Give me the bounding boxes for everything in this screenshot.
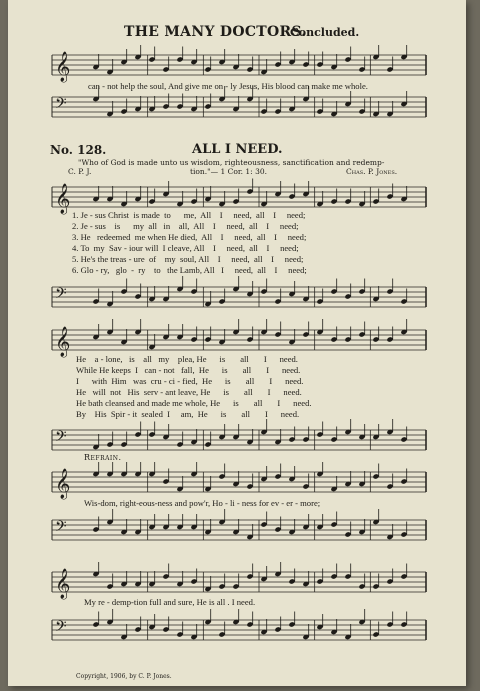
verse-line: While He keeps I can - not fall, He is all I need. bbox=[76, 365, 301, 375]
hymnal-page bbox=[8, 0, 466, 686]
author-initials: C. P. J. bbox=[68, 167, 92, 176]
verse-lyrics-first-half bbox=[72, 210, 432, 276]
composer: Chas. P. Jones. bbox=[346, 167, 398, 176]
verse-lyrics-second-half bbox=[76, 354, 436, 420]
svg-text:𝄢: 𝄢 bbox=[55, 95, 67, 116]
music-system-1 bbox=[8, 45, 466, 145]
verse-line: 1. Je - sus Christ is made to me, All I need, all I need; bbox=[72, 210, 306, 220]
svg-text:𝄢: 𝄢 bbox=[55, 428, 67, 449]
verse-line: I with Him was cru - ci - fied, He is all I need. bbox=[76, 376, 304, 386]
svg-text:𝄞: 𝄞 bbox=[55, 569, 71, 599]
verse-line: 6. Glo - ry, glo - ry to the Lamb, All I need, all I need; bbox=[72, 265, 307, 275]
verse-line: 4. To my Sav - iour will I cleave, All I need, all I need; bbox=[72, 243, 299, 253]
verse-line: By His Spir - it sealed I am, He is all I need. bbox=[76, 409, 300, 419]
verse-line: He bath cleansed and made me whole, He is all I need. bbox=[76, 398, 312, 408]
verse-line: 5. He's the treas - ure of my soul, All I need, all I need; bbox=[72, 254, 304, 264]
verse-line: He a - lone, is all my plea, He is all I need. bbox=[76, 354, 298, 364]
svg-text:𝄢: 𝄢 bbox=[55, 518, 67, 539]
svg-text:𝄞: 𝄞 bbox=[55, 469, 71, 499]
svg-text:𝄞: 𝄞 bbox=[55, 52, 71, 82]
hymn-number: No. 128. bbox=[50, 143, 107, 157]
music-system-5 bbox=[8, 562, 466, 662]
copyright-text: Copyright, 1906, by C. P. Jones. bbox=[76, 673, 172, 680]
music-system-4 bbox=[8, 462, 466, 562]
scripture-reference-2: tion."— 1 Cor. 1: 30. bbox=[190, 167, 268, 176]
page-title: THE MANY DOCTORS. bbox=[124, 24, 307, 40]
refrain-lyric-line-2: My re - demp-tion full and sure, He is all . I need. bbox=[84, 597, 256, 607]
verse-line: He will not His serv - ant leave, He is all I need. bbox=[76, 387, 302, 397]
svg-text:𝄞: 𝄞 bbox=[55, 327, 71, 357]
svg-text:𝄢: 𝄢 bbox=[55, 285, 67, 306]
refrain-lyric-line-1: Wis-dom, right-eous-ness and pow'r, Ho - li - ness for ev - er - more; bbox=[84, 498, 321, 508]
page-title-suffix: Concluded. bbox=[290, 26, 360, 39]
verse-line: 2. Je - sus is my all in all, All I need, all I need; bbox=[72, 221, 299, 231]
verse-line: 3. He redeemed me when He died, All I need, all I need; bbox=[72, 232, 307, 242]
refrain-label: Refrain. bbox=[84, 453, 122, 462]
svg-text:𝄢: 𝄢 bbox=[55, 618, 67, 639]
scripture-reference-1: "Who of God is made unto us wisdom, righteousness, sanctification and redemp- bbox=[78, 158, 385, 167]
svg-text:𝄞: 𝄞 bbox=[55, 184, 71, 214]
header-lyric-line: can - not help the soul, And give me on - ly Jesus, His blood can make me whole. bbox=[88, 81, 368, 91]
hymn-title: ALL I NEED. bbox=[192, 142, 283, 157]
